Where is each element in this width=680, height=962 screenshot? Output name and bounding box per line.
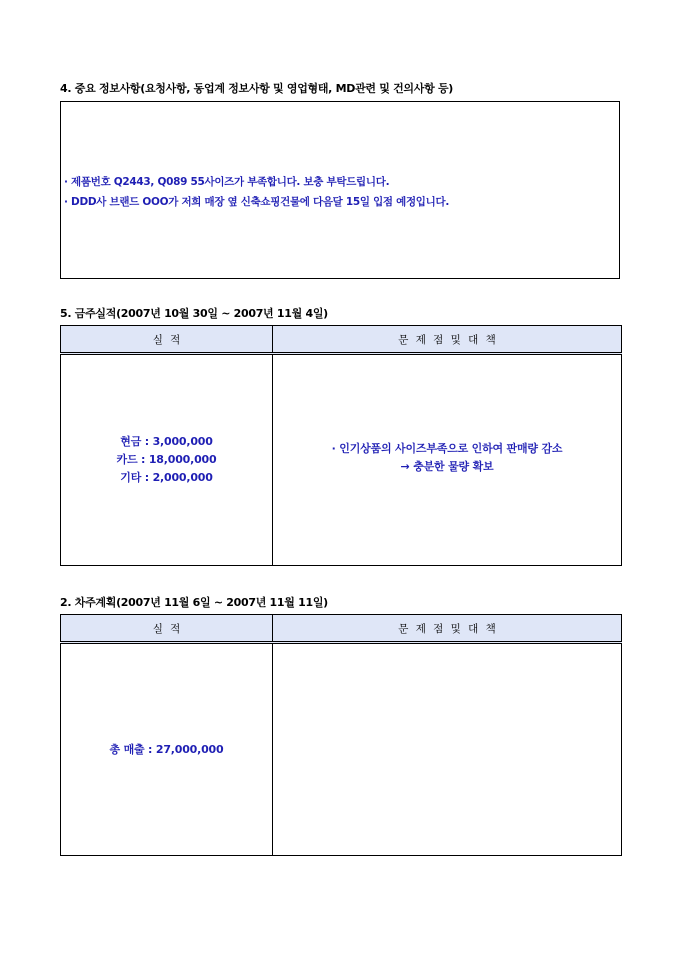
next-week-plan-table <box>60 614 622 856</box>
total-sales: 총 매출 : 27,000,000 <box>109 742 224 756</box>
plan-issues-column-header: 문 제 점 및 대 책 <box>273 615 622 643</box>
plan-issues-cell <box>273 643 622 856</box>
plan-results-cell <box>61 643 273 856</box>
weekly-results-table <box>60 325 622 566</box>
issues-column-header: 문 제 점 및 대 책 <box>273 326 622 354</box>
results-cell <box>61 354 273 566</box>
info-notes-box <box>60 101 620 279</box>
issue-line: · 인기상품의 사이즈부족으로 인하여 판매량 감소 <box>331 442 563 455</box>
cash-result: 현금 : 3,000,000 <box>120 435 213 448</box>
card-result: 카드 : 18,000,000 <box>116 453 217 466</box>
other-result: 기타 : 2,000,000 <box>120 471 213 484</box>
results-column-header: 실 적 <box>61 326 273 354</box>
note-line-2: · DDD사 브랜드 OOO가 저희 매장 옆 신축쇼핑건물에 다음달 15일 입점 예정입니다. <box>64 196 450 208</box>
next-week-heading: 2. 차주계획(2007년 11월 6일 ~ 2007년 11월 11일) <box>60 596 328 609</box>
section5-heading: 5. 금주실적(2007년 10월 30일 ~ 2007년 11월 4일) <box>60 307 328 320</box>
note-line-1: · 제품번호 Q2443, Q089 55사이즈가 부족합니다. 보충 부탁드립니다. <box>64 176 390 188</box>
issues-cell <box>273 354 622 566</box>
section4-heading: 4. 중요 정보사항(요청사항, 동업계 정보사항 및 영업형태, MD관련 및 건의사항 등) <box>60 82 453 95</box>
solution-line: → 충분한 물량 확보 <box>400 460 494 473</box>
plan-results-column-header: 실 적 <box>61 615 273 643</box>
